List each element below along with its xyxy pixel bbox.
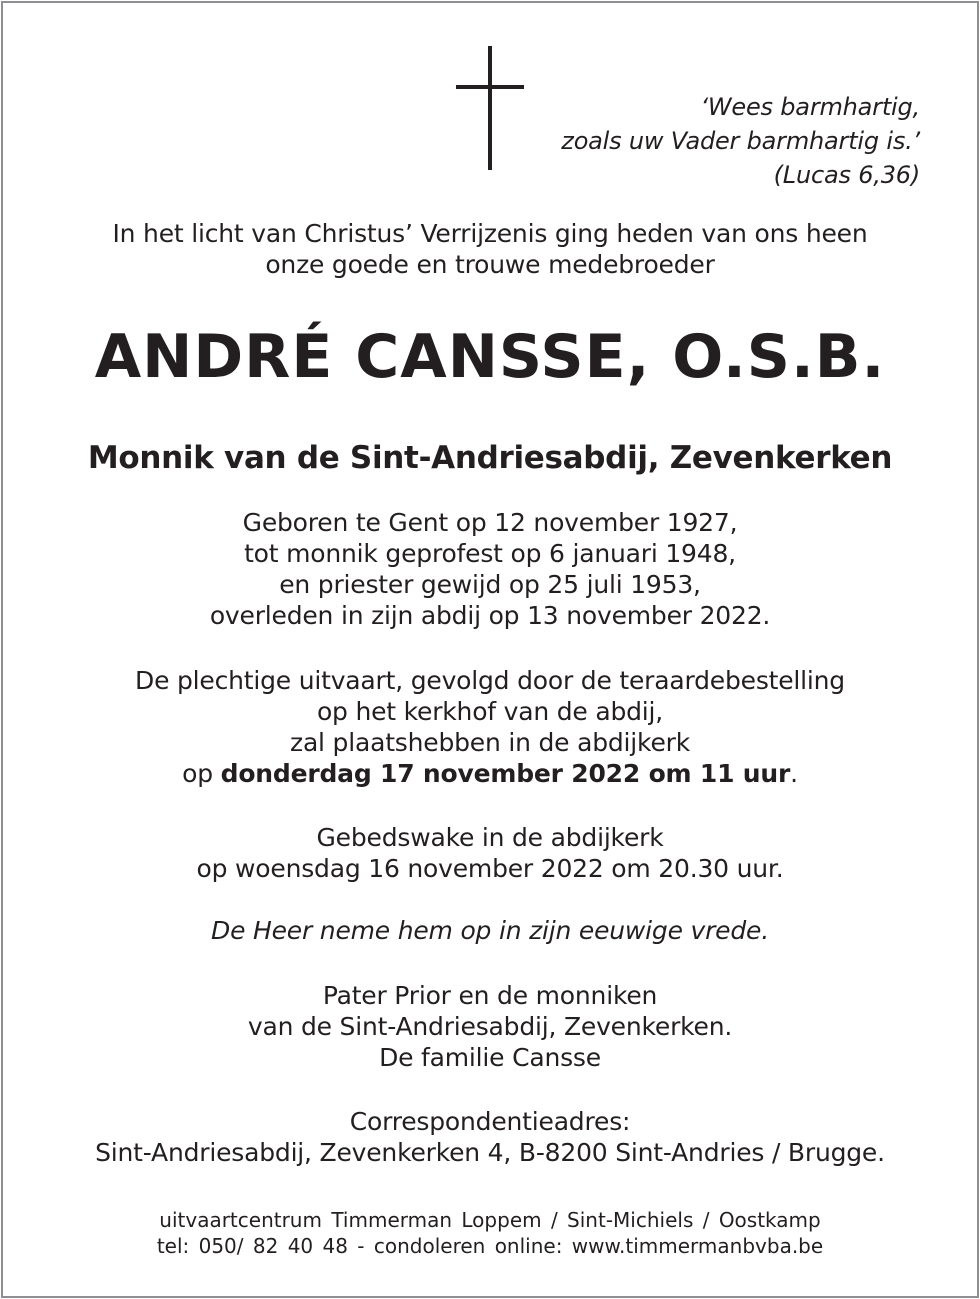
signatories-line-3: De familie Cansse [379,1043,601,1072]
death-notice-card [1,1,979,1298]
biography [0,507,980,631]
quote-line-1: ‘Wees barmhartig, [700,93,920,121]
signatories-line-1: Pater Prior en de monniken [322,981,658,1010]
funeral-line-1: De plechtige uitvaart, gevolgd door de teraardebestelling [135,666,845,695]
vigil-line-2: op woensdag 16 november 2022 om 20.30 uur. [196,854,784,883]
funeral-date-suffix: . [790,759,798,788]
funeral-details [0,665,980,789]
footer-line-2: tel: 050/ 82 40 48 - condoleren online: www.timmermanbvba.be [156,1234,824,1258]
cross-icon [456,46,524,170]
prayer-line: De Heer neme hem op in zijn eeuwige vrede. [211,916,769,945]
bio-line: Geboren te Gent op 12 november 1927, [242,508,738,537]
intro-line-1: In het licht van Christus’ Verrijzenis ging heden van ons heen [112,219,868,248]
quote-line-2: zoals uw Vader barmhartig is.’ [561,127,920,155]
intro-text [0,218,980,280]
funeral-date-prefix: op [182,759,221,788]
deceased-name: ANDRÉ CANSSE, O.S.B. [94,322,886,392]
cross-horizontal-bar [456,85,524,89]
cross-vertical-bar [488,46,492,170]
signatories [0,980,980,1073]
quote-reference: (Lucas 6,36) [773,161,920,189]
bio-line: en priester gewijd op 25 juli 1953, [279,570,701,599]
footer-line-1: uitvaartcentrum Timmerman Loppem / Sint-Michiels / Oostkamp [159,1208,821,1232]
correspondence-address: Sint-Andriesabdij, Zevenkerken 4, B-8200 Sint-Andries / Brugge. [95,1138,885,1167]
vigil-details [0,822,980,884]
deceased-subtitle: Monnik van de Sint-Andriesabdij, Zevenkerken [87,440,893,476]
funeral-home-footer [0,1207,980,1259]
correspondence-label: Correspondentieadres: [349,1107,631,1136]
bio-line: tot monnik geprofest op 6 januari 1948, [244,539,736,568]
signatories-line-2: van de Sint-Andriesabdij, Zevenkerken. [247,1012,733,1041]
funeral-line-2: op het kerkhof van de abdij, [316,697,664,726]
funeral-date: donderdag 17 november 2022 om 11 uur [220,759,791,788]
bible-quote [561,90,920,192]
vigil-line-1: Gebedswake in de abdijkerk [316,823,664,852]
intro-line-2: onze goede en trouwe medebroeder [265,250,715,279]
prayer-text [0,915,980,946]
funeral-line-3: zal plaatshebben in de abdijkerk [290,728,690,757]
funeral-line-4 [0,758,980,789]
bio-line: overleden in zijn abdij op 13 november 2022. [209,601,771,630]
correspondence [0,1106,980,1168]
